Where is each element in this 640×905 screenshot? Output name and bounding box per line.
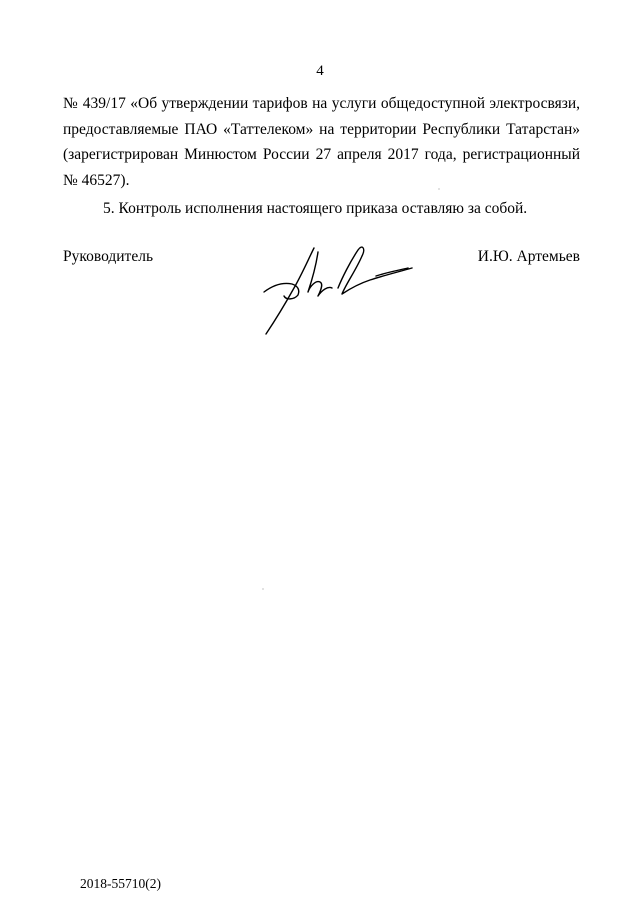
handwritten-signature [258, 240, 418, 340]
signatory-name: И.Ю. Артемьев [477, 248, 580, 265]
signatory-title: Руководитель [63, 248, 154, 265]
scan-speck [262, 588, 264, 590]
paragraph-continuation [63, 91, 580, 193]
paragraph-line: № 46527). [63, 171, 130, 189]
item-5-paragraph: 5. Контроль исполнения настоящего приказа оставляю за собой. [103, 200, 528, 217]
paragraph-line: предоставляемые ПАО «Таттелеком» на территории Республики Татарстан» [63, 120, 580, 138]
scan-speck [438, 188, 440, 190]
page-number: 4 [316, 63, 324, 79]
document-body [63, 91, 580, 222]
paragraph-line: (зарегистрирован Минюстом России 27 апреля 2017 года, регистрационный [63, 146, 580, 163]
paragraph-line: № 439/17 «Об утверждении тарифов на услуги общедоступной электросвязи, [63, 95, 580, 112]
document-code: 2018-55710(2) [80, 876, 161, 891]
